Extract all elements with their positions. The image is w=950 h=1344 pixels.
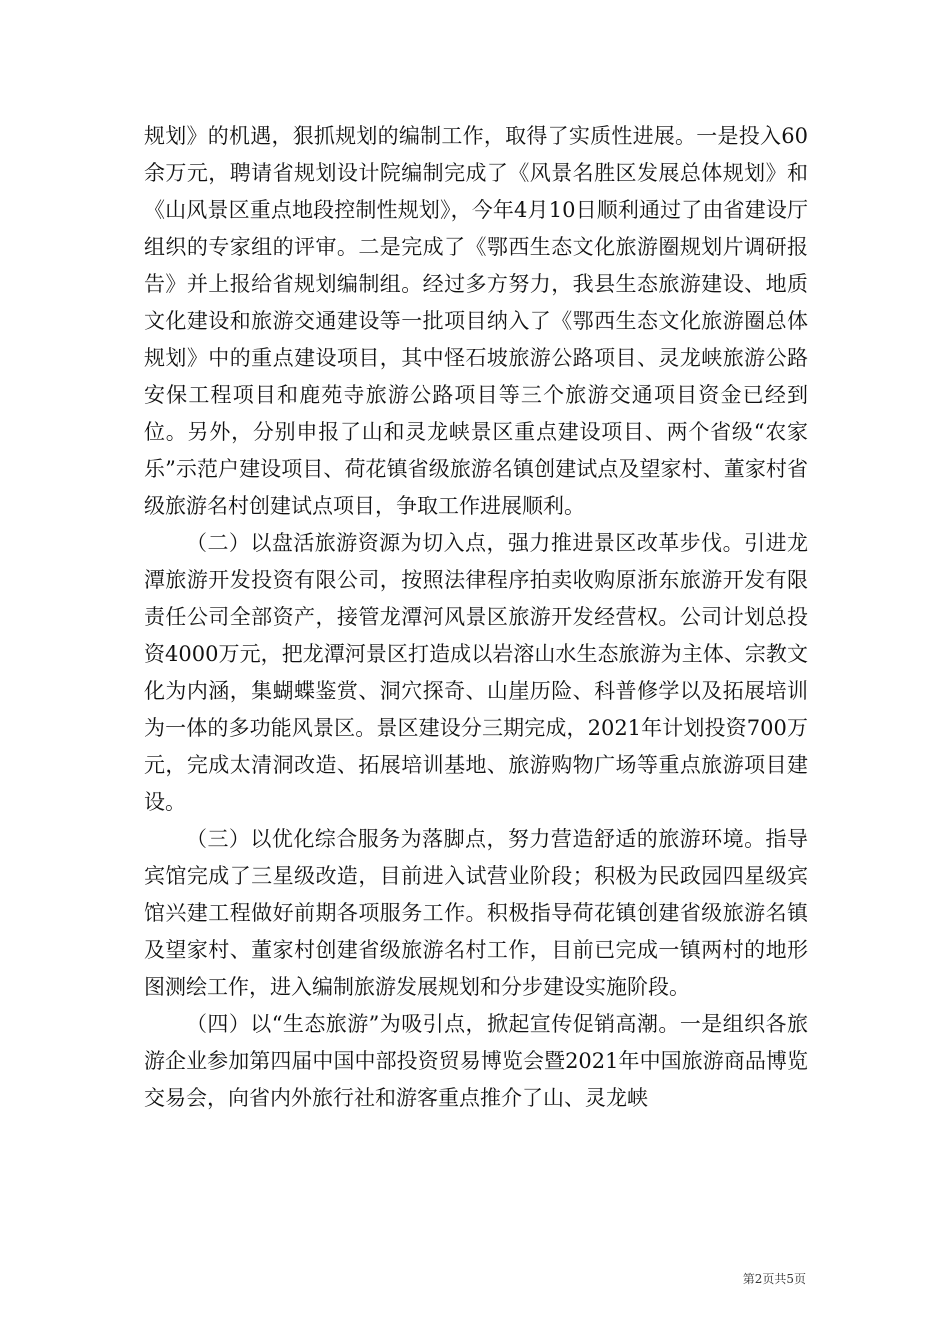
body-text bbox=[144, 118, 808, 1117]
paragraph-4: （四）以“生态旅游”为吸引点，掀起宣传促销高潮。一是组织各旅游企业参加第四届中国中部投资贸易博览会暨2021年中国旅游商品博览交易会，向省内外旅行社和游客重点推介了山、灵龙峡 bbox=[144, 1012, 808, 1110]
page-number-footer: 第2页共5页 bbox=[742, 1272, 806, 1286]
paragraph-2: （二）以盘活旅游资源为切入点，强力推进景区改革步伐。引进龙潭旅游开发投资有限公司，按照法律程序拍卖收购原浙东旅游开发有限责任公司全部资产，接管龙潭河风景区旅游开发经营权。公司计划总投资4000万元，把龙潭河景区打造成以岩溶山水生态旅游为主体、宗教文化为内涵，集蝴蝶鉴赏、洞穴探奇、山崖历险、科普修学以及拓展培训为一体的多功能风景区。景区建设分三期完成，2021年计划投资700万元，完成太清洞改造、拓展培训基地、旅游购物广场等重点旅游项目建设。 bbox=[144, 531, 808, 814]
paragraph-3: （三）以优化综合服务为落脚点，努力营造舒适的旅游环境。指导宾馆完成了三星级改造，目前进入试营业阶段；积极为民政园四星级宾馆兴建工程做好前期各项服务工作。积极指导荷花镇创建省级旅游名镇及望家村、董家村创建省级旅游名村工作，目前已完成一镇两村的地形图测绘工作，进入编制旅游发展规划和分步建设实施阶段。 bbox=[144, 827, 808, 999]
paragraph-1: 规划》的机遇，狠抓规划的编制工作，取得了实质性进展。一是投入60余万元，聘请省规划设计院编制完成了《风景名胜区发展总体规划》和《山风景区重点地段控制性规划》，今年4月10日顺利通过了由省建设厅组织的专家组的评审。二是完成了《鄂西生态文化旅游圈规划片调研报告》并上报给省规划编制组。经过多方努力，我县生态旅游建设、地质文化建设和旅游交通建设等一批项目纳入了《鄂西生态文化旅游圈总体规划》中的重点建设项目，其中怪石坡旅游公路项目、灵龙峡旅游公路安保工程项目和鹿苑寺旅游公路项目等三个旅游交通项目资金已经到位。另外，分别申报了山和灵龙峡景区重点建设项目、两个省级“农家乐”示范户建设项目、荷花镇省级旅游名镇创建试点及望家村、董家村省级旅游名村创建试点项目，争取工作进展顺利。 bbox=[144, 124, 808, 518]
